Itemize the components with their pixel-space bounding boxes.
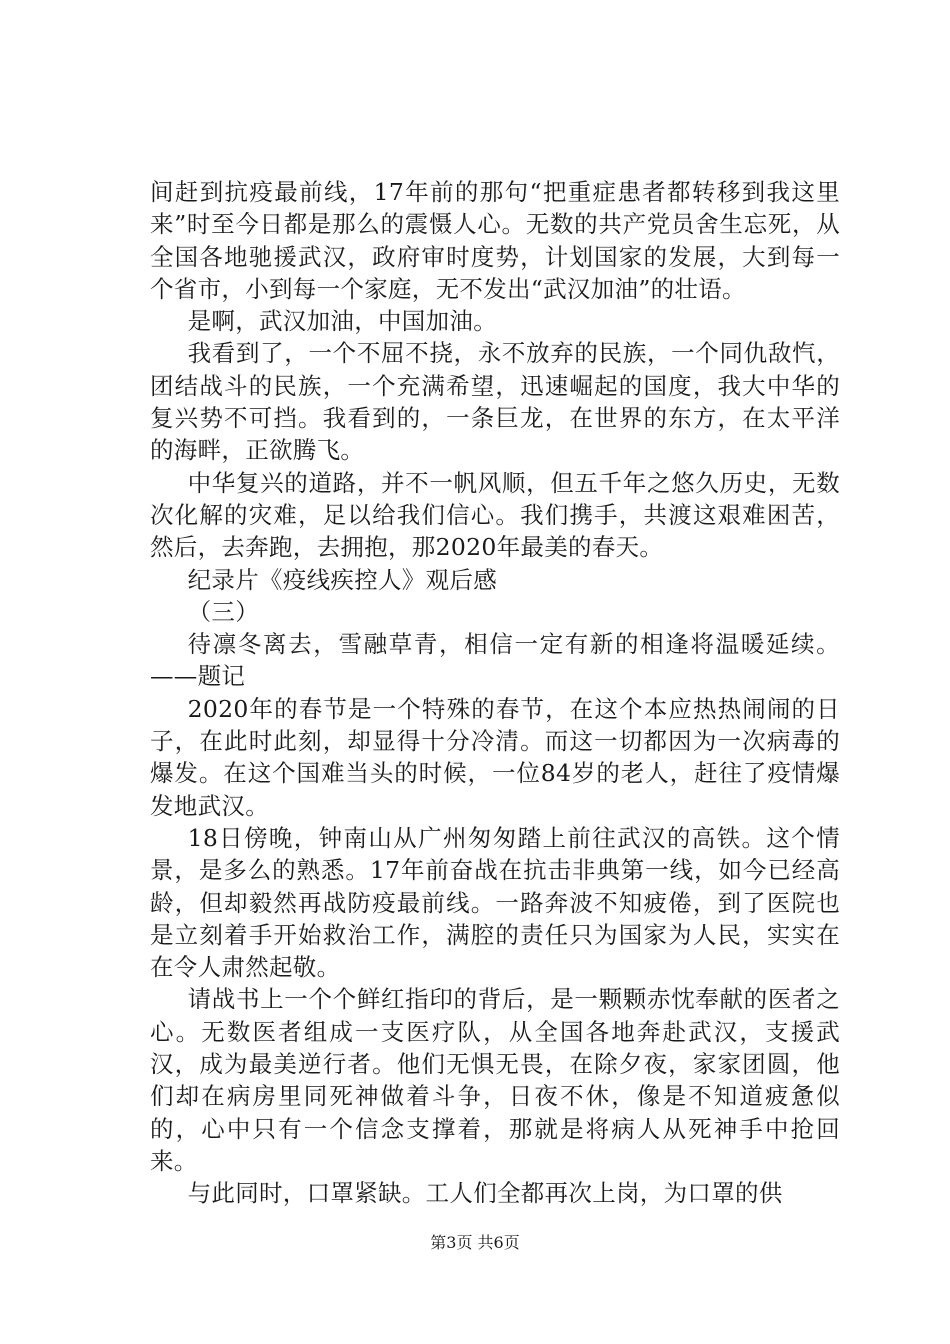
paragraph: 我看到了，一个不屈不挠，永不放弃的民族，一个同仇敌忾，团结战斗的民族，一个充满希望，迅速崛起的国度，我大中华的复兴势不可挡。我看到的，一条巨龙，在世界的东方，在太平洋的海畔，正欲腾飞。	[150, 339, 840, 465]
paragraph: 18日傍晚，钟南山从广州匆匆踏上前往武汉的高铁。这个情景，是多么的熟悉。17年前奋战在抗击非典第一线，如今已经高龄，但却毅然再战防疫最前线。一路奔波不知疲倦，到了医院也是立刻着手开始救治工作，满腔的责任只为国家为人民，实实在在令人肃然起敬。	[150, 823, 840, 982]
section-title: 纪录片《疫线疾控人》观后感	[187, 565, 497, 594]
paragraph: 是啊，武汉加油，中国加油。	[187, 307, 497, 336]
epigraph: 待凛冬离去，雪融草青，相信一定有新的相逢将温暖延续。——题记	[150, 630, 840, 691]
paragraph: 与此同时，口罩紧缺。工人们全都再次上岗，为口罩的供	[187, 1179, 783, 1208]
paragraph: 请战书上一个个鲜红指印的背后，是一颗颗赤忱奉献的医者之心。无数医者组成一支医疗队，从全国各地奔赴武汉，支援武汉，成为最美逆行者。他们无惧无畏，在除夕夜，家家团圆，他们却在病房里同死神做着斗争，日夜不休，像是不知道疲惫似的，心中只有一个信念支撑着，那就是将病人从死神手中抢回来。	[150, 985, 840, 1175]
document-body	[150, 176, 840, 1210]
paragraph-continued: 间赶到抗疫最前线，17年前的那句“把重症患者都转移到我这里来”时至今日都是那么的震慑人心。无数的共产党员舍生忘死，从全国各地驰援武汉，政府审时度势，计划国家的发展，大到每一个省市，小到每一个家庭，无不发出“武汉加油”的壮语。	[150, 178, 840, 303]
page-number: 第3页 共6页	[430, 1233, 520, 1252]
page-footer	[0, 1233, 950, 1253]
paragraph: 2020年的春节是一个特殊的春节，在这个本应热热闹闹的日子，在此时此刻，却显得十分冷清。而这一切都因为一次病毒的爆发。在这个国难当头的时候，一位84岁的老人，赶往了疫情爆发地武汉。	[150, 694, 840, 820]
section-number: （三）	[187, 597, 259, 626]
paragraph: 中华复兴的道路，并不一帆风顺，但五千年之悠久历史，无数次化解的灾难，足以给我们信心。我们携手，共渡这艰难困苦，然后，去奔跑，去拥抱，那2020年最美的春天。	[150, 468, 840, 562]
